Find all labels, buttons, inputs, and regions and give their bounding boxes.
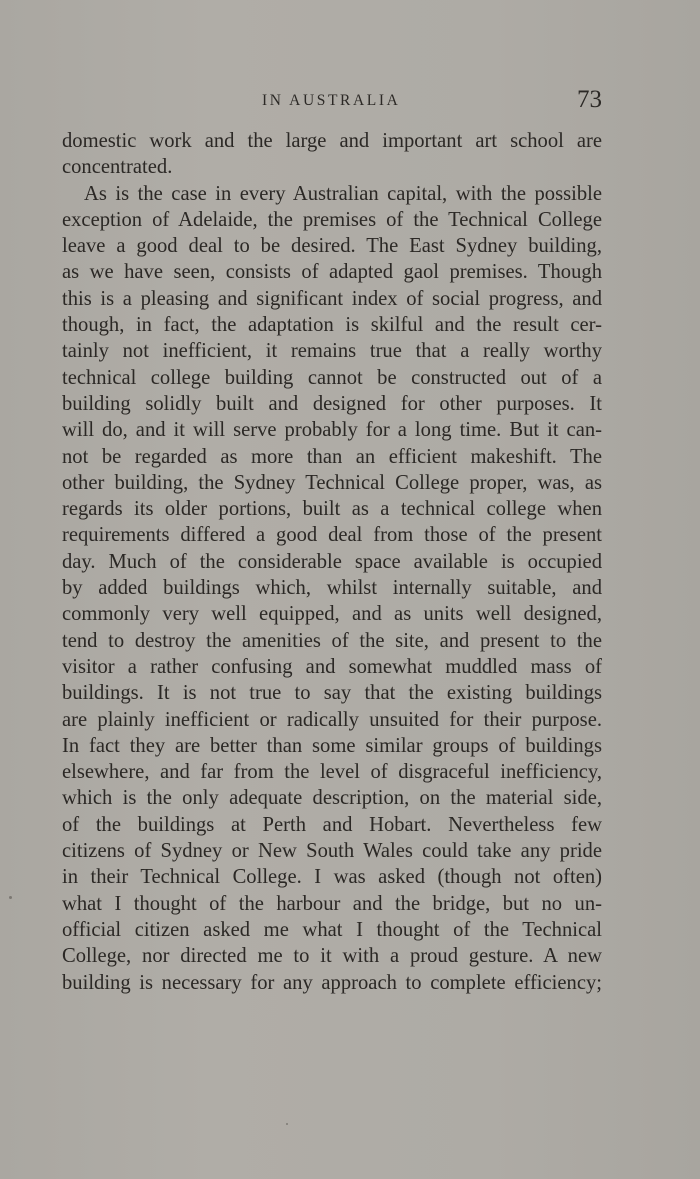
text-line: which is the only adequate description, on the material side,	[62, 787, 602, 810]
text-line: citizens of Sydney or New South Wales could take any pride	[62, 840, 602, 863]
text-line: building is necessary for any approach to complete efficiency;	[62, 971, 602, 994]
text-line: tainly not inefficient, it remains true that a really worthy	[62, 340, 602, 363]
text-line: As is the case in every Australian capital, with the possible	[84, 182, 602, 205]
page-number: 73	[577, 86, 602, 113]
text-line: exception of Adelaide, the premises of the Technical College	[62, 208, 602, 231]
text-line: leave a good deal to be desired. The East Sydney building,	[62, 235, 602, 258]
text-line: this is a pleasing and significant index of social progress, and	[62, 287, 602, 310]
body-text	[62, 128, 602, 996]
paper-speck	[9, 896, 12, 899]
text-line: requirements differed a good deal from those of the present	[62, 524, 602, 547]
text-line: technical college building cannot be constructed out of a	[62, 366, 602, 389]
text-line: building solidly built and designed for other purposes. It	[62, 392, 602, 415]
page-header	[0, 88, 700, 118]
text-line: of the buildings at Perth and Hobart. Nevertheless few	[62, 813, 602, 836]
text-line: other building, the Sydney Technical College proper, was, as	[62, 471, 602, 494]
text-line: official citizen asked me what I thought of the Technical	[62, 918, 602, 941]
text-line: what I thought of the harbour and the bridge, but no un-	[62, 892, 602, 915]
text-line: not be regarded as more than an efficient makeshift. The	[62, 445, 602, 468]
text-line: domestic work and the large and important art school are	[62, 130, 602, 152]
running-head: IN AUSTRALIA	[262, 92, 401, 109]
text-line: day. Much of the considerable space available is occupied	[62, 550, 602, 573]
text-line: buildings. It is not true to say that the existing buildings	[62, 682, 602, 705]
text-line: College, nor directed me to it with a proud gesture. A new	[62, 945, 602, 968]
text-line: regards its older portions, built as a technical college when	[62, 498, 602, 521]
text-line: In fact they are better than some similar groups of buildings	[62, 734, 602, 757]
text-line: commonly very well equipped, and as units well designed,	[62, 603, 602, 626]
text-line: are plainly inefficient or radically unsuited for their purpose.	[62, 708, 602, 731]
paper-speck	[286, 1123, 288, 1125]
text-line: visitor a rather confusing and somewhat muddled mass of	[62, 655, 602, 678]
text-line: as we have seen, consists of adapted gaol premises. Though	[62, 261, 602, 284]
text-line: will do, and it will serve probably for a long time. But it can-	[62, 419, 602, 442]
text-line: though, in fact, the adaptation is skilful and the result cer-	[62, 314, 602, 337]
text-line: tend to destroy the amenities of the site, and present to the	[62, 629, 602, 652]
text-line: concentrated.	[62, 156, 173, 179]
text-line: by added buildings which, whilst internally suitable, and	[62, 577, 602, 600]
text-line: in their Technical College. I was asked (though not often)	[62, 866, 602, 889]
text-line: elsewhere, and far from the level of disgraceful inefficiency,	[62, 761, 602, 784]
